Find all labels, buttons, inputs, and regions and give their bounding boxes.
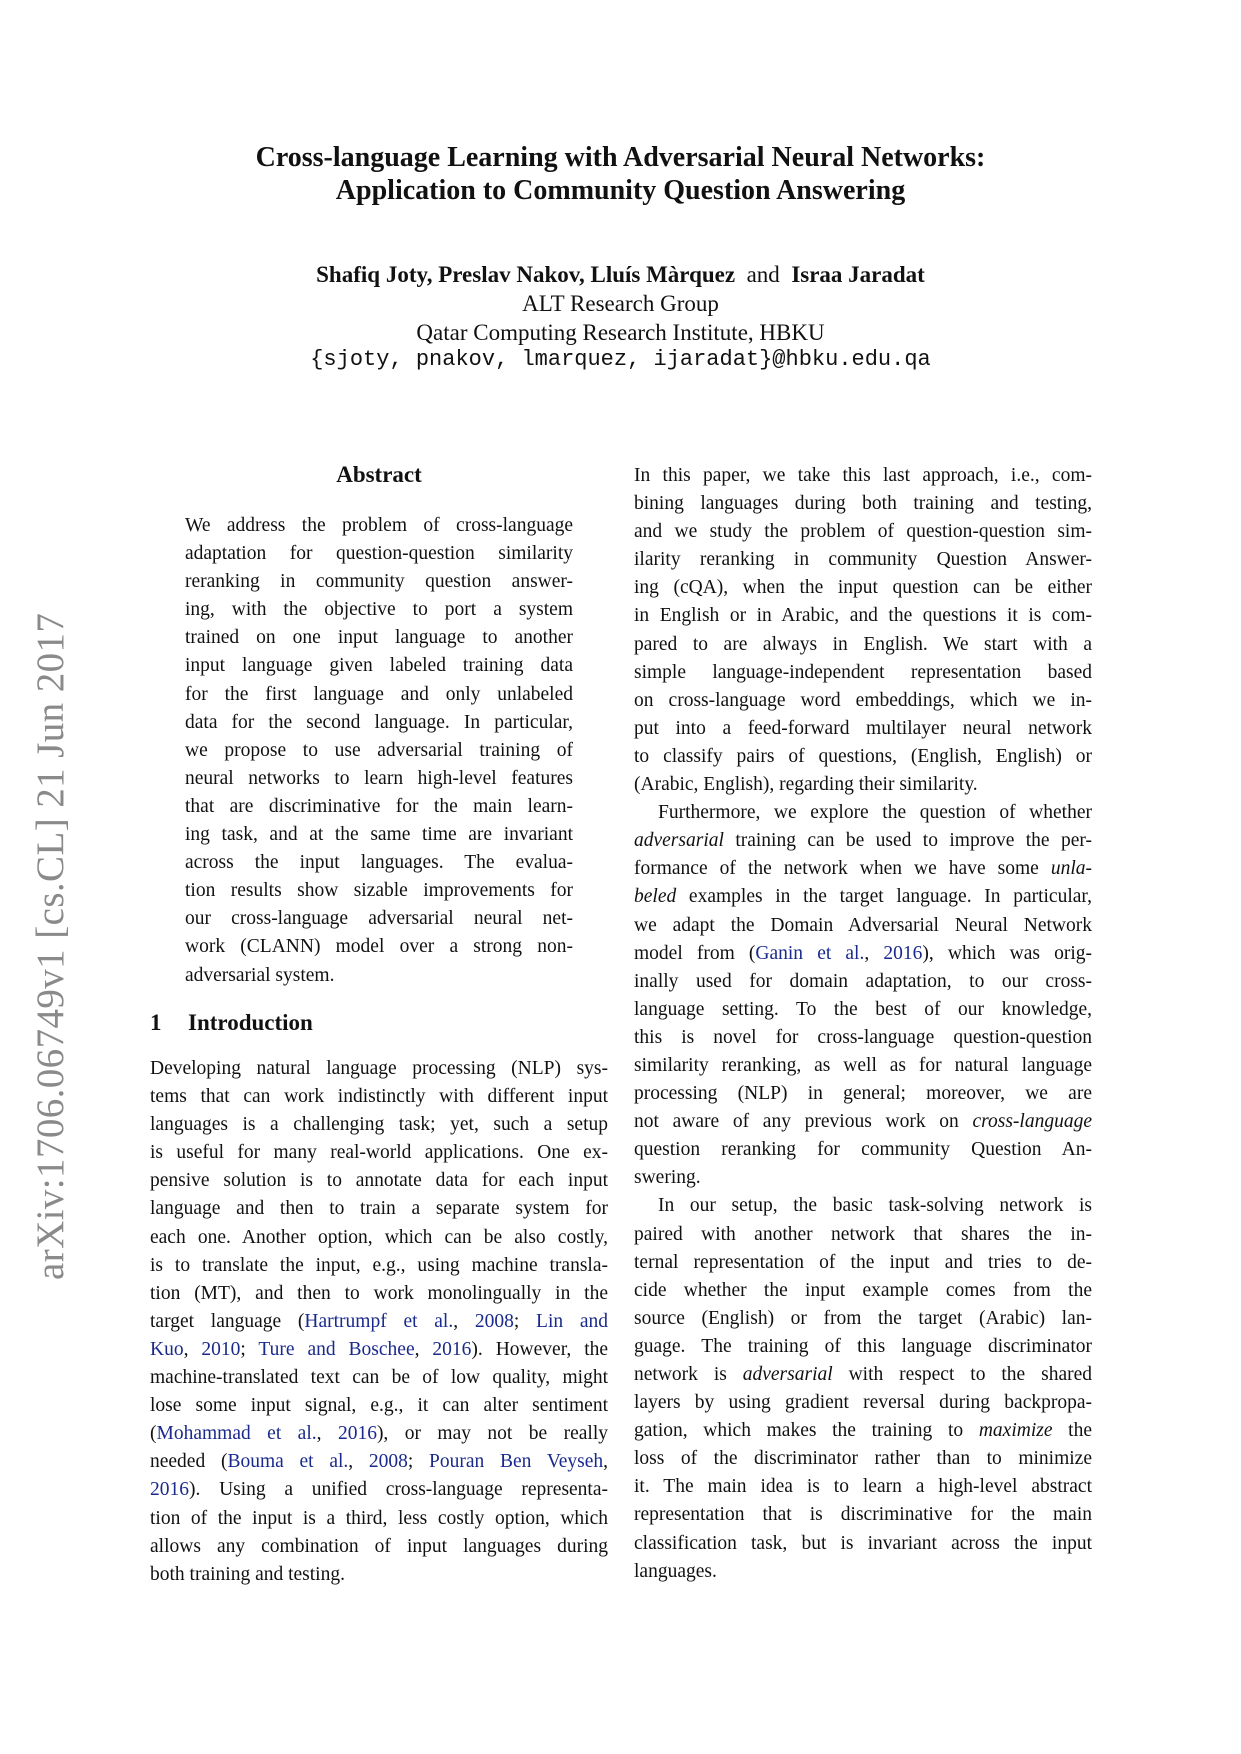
text-span: network is (634, 1364, 743, 1385)
text-line (634, 1361, 1092, 1389)
text-line (634, 855, 1092, 883)
text-line: paired with another network that shares the in- (634, 1223, 1092, 1245)
author-emails: {sjoty, pnakov, lmarquez, ijaradat}@hbku.edu.qa (310, 347, 931, 372)
text-span: ( (150, 1423, 157, 1445)
text-line (150, 1476, 608, 1504)
text-line: guage. The training of this language discriminator (634, 1335, 1092, 1357)
abstract-line: neural networks to learn high-level features (185, 767, 573, 789)
right-column (634, 462, 1092, 1586)
author-group: ALT Research Group (522, 291, 719, 316)
emphasis: cross-language (972, 1111, 1092, 1133)
text-line: ing (cQA), when the input question can be either (634, 577, 1092, 599)
abstract-line: across the input languages. The evalua- (185, 852, 573, 874)
abstract-body (185, 512, 573, 990)
text-line: is useful for many real-world applications. One ex- (150, 1142, 608, 1164)
section-heading-introduction (150, 1010, 313, 1036)
text-span: , (453, 1310, 475, 1332)
citation-link[interactable]: 2010 (201, 1338, 241, 1360)
text-span: ), or may not be really (376, 1423, 608, 1445)
text-span: target language ( (150, 1310, 305, 1332)
text-line (150, 1308, 608, 1336)
citation-link[interactable]: 2016 (337, 1423, 377, 1445)
text-span: ). Using a unified cross-language representa- (189, 1479, 608, 1501)
text-line: (Arabic, English), regarding their similarity. (634, 774, 978, 796)
citation-link[interactable]: Hartrumpf et al. (304, 1310, 454, 1332)
text-line: tion (MT), and then to work monolingually in the (150, 1282, 608, 1304)
text-line: in English or in Arabic, and the questions it is com- (634, 605, 1092, 627)
text-span: gation, which makes the training to (634, 1420, 979, 1442)
text-line: on cross-language word embeddings, which we in- (634, 689, 1092, 711)
text-span: not aware of any previous work on (634, 1111, 973, 1133)
text-line: ternal representation of the input and tries to de- (634, 1251, 1092, 1273)
abstract-heading: Abstract (336, 462, 422, 487)
text-line: put into a feed-forward multilayer neural network (634, 717, 1092, 739)
text-line: processing (NLP) in general; moreover, we are (634, 1083, 1092, 1105)
citation-link[interactable]: 2008 (474, 1310, 514, 1332)
abstract-line: ing task, and at the same time are invariant (185, 824, 573, 846)
citation-link[interactable]: Ture and Boschee (258, 1338, 415, 1360)
text-line: swering. (634, 1167, 701, 1189)
text-span: ; (407, 1451, 430, 1473)
text-line: is to translate the input, e.g., using machine transla- (150, 1254, 608, 1276)
text-line: Developing natural language processing (NLP) sys- (150, 1058, 608, 1079)
text-line: classification task, but is invariant across the input (634, 1532, 1092, 1554)
emphasis: unla- (1050, 858, 1092, 880)
text-line: allows any combination of input languages during (150, 1535, 608, 1557)
author-names-1: Shafiq Joty, Preslav Nakov, Lluís Màrquez (316, 262, 736, 287)
text-line: layers by using gradient reversal during backpropa- (634, 1392, 1092, 1414)
text-span: ). However, the (471, 1338, 609, 1360)
text-line: it. The main idea is to learn a high-level abstract (634, 1476, 1092, 1498)
text-span: , (348, 1451, 369, 1473)
text-line: both training and testing. (150, 1563, 345, 1585)
intro-paragraph (150, 1055, 608, 1589)
citation-link[interactable]: Ganin et al. (755, 942, 865, 964)
text-line: In our setup, the basic task-solving network is (658, 1195, 1092, 1217)
abstract-line: our cross-language adversarial neural net- (185, 908, 573, 930)
citation-link[interactable]: Mohammad et al. (156, 1423, 317, 1445)
abstract-line: adaptation for question-question similarity (185, 543, 573, 565)
text-span: with respect to the shared (832, 1364, 1093, 1385)
author-block (150, 260, 1091, 347)
abstract-line: work (CLANN) model over a strong non- (185, 936, 573, 958)
citation-link[interactable]: Pouran Ben Veyseh (429, 1451, 604, 1473)
abstract-line: tion results show sizable improvements for (185, 880, 573, 902)
text-line: pensive solution is to annotate data for each input (150, 1170, 608, 1192)
text-line: bining languages during both training and testing, (634, 493, 1092, 515)
citation-link[interactable]: Lin and (536, 1310, 609, 1332)
text-span: ; (513, 1310, 537, 1332)
title-line-1: Cross-language Learning with Adversarial Neural Networks: (255, 142, 986, 173)
text-span: , (414, 1338, 433, 1360)
text-line: ilarity reranking in community Question Answer- (634, 549, 1092, 571)
text-span: examples in the target language. In particular, (676, 886, 1092, 908)
title-line-2: Application to Community Question Answering (335, 175, 906, 206)
text-line: simple language-independent representation based (634, 661, 1092, 683)
text-line (150, 1420, 608, 1448)
arxiv-stamp: arXiv:1706.06749v1 [cs.CL] 21 Jun 2017 (29, 612, 72, 1280)
text-line: tems that can work indistinctly with different input (150, 1086, 608, 1108)
text-line (634, 940, 1092, 968)
abstract-line: data for the second language. In particular, (185, 711, 573, 733)
text-line: languages is a challenging task; yet, such a setup (150, 1114, 608, 1136)
text-line: each one. Another option, which can be also costly, (150, 1226, 608, 1248)
paper-title (150, 141, 1091, 207)
text-line: representation that is discriminative for the main (634, 1504, 1092, 1526)
text-line: pared to are always in English. We start with a (634, 633, 1092, 655)
abstract-line: for the first language and only unlabeled (185, 683, 573, 705)
abstract-line: that are discriminative for the main learn- (185, 795, 573, 817)
text-line: lose some input signal, e.g., it can alter sentiment (150, 1395, 608, 1417)
text-line: question reranking for community Question An- (634, 1139, 1092, 1161)
abstract-line: reranking in community question answer- (185, 571, 573, 593)
section-title: Introduction (188, 1010, 313, 1035)
author-conjunction: and (746, 262, 780, 287)
emphasis: beled (634, 886, 677, 908)
text-span: formance of the network when we have some (634, 858, 1051, 880)
text-line: tion of the input is a third, less costly option, which (150, 1507, 608, 1529)
text-line: machine-translated text can be of low quality, might (150, 1367, 608, 1389)
citation-link[interactable]: Bouma et al. (227, 1451, 349, 1473)
author-names-2: Israa Jaradat (791, 262, 925, 287)
text-span: , (603, 1451, 609, 1473)
emphasis: adversarial (634, 830, 724, 852)
author-names (150, 260, 1091, 289)
abstract-line: input language given labeled training data (185, 655, 573, 677)
text-line (634, 1417, 1092, 1445)
text-line: language setting. To the best of our knowledge, (634, 998, 1092, 1020)
section-number: 1 (150, 1010, 162, 1035)
text-line: languages. (634, 1560, 717, 1582)
abstract-line: trained on one input language to another (185, 627, 573, 649)
text-line: source (English) or from the target (Arabic) lan- (634, 1307, 1092, 1329)
author-institute: Qatar Computing Research Institute, HBKU (416, 320, 825, 345)
text-line: Furthermore, we explore the question of whether (658, 802, 1092, 824)
citation-link[interactable]: Kuo (150, 1338, 184, 1360)
citation-link[interactable]: 2016 (432, 1338, 472, 1360)
text-line (634, 883, 1092, 911)
citation-link[interactable]: 2016 (150, 1479, 189, 1501)
text-line: to classify pairs of questions, (English, English) or (634, 745, 1092, 767)
text-span: the (1052, 1420, 1092, 1442)
text-line (150, 1448, 608, 1476)
text-span: needed ( (150, 1451, 228, 1473)
text-span: ), which was orig- (922, 942, 1093, 964)
text-line: similarity reranking, as well as for natural language (634, 1054, 1092, 1076)
abstract-line: We address the problem of cross-language (185, 515, 573, 536)
text-span: , (864, 942, 884, 964)
text-line: cide whether the input example comes from the (634, 1279, 1092, 1301)
emphasis: maximize (978, 1420, 1053, 1442)
emphasis: adversarial (742, 1364, 833, 1385)
text-span: ; (240, 1338, 259, 1360)
abstract-line: adversarial system. (185, 964, 335, 986)
text-line: loss of the discriminator rather than to minimize (634, 1448, 1092, 1470)
text-line: and we study the problem of question-question sim- (634, 521, 1092, 543)
citation-link[interactable]: 2016 (883, 942, 923, 964)
text-line: this is novel for cross-language question-question (634, 1026, 1092, 1048)
text-line: inally used for domain adaptation, to our cross- (634, 970, 1092, 992)
text-line (634, 827, 1092, 855)
text-span: training can be used to improve the per- (723, 830, 1092, 852)
text-line: we adapt the Domain Adversarial Neural Network (634, 914, 1092, 936)
text-line (150, 1336, 608, 1364)
citation-link[interactable]: 2008 (368, 1451, 408, 1473)
text-span: , (316, 1423, 338, 1445)
text-span: , (183, 1338, 202, 1360)
abstract-line: we propose to use adversarial training of (185, 739, 573, 761)
text-line (634, 1108, 1092, 1136)
text-line: In this paper, we take this last approach, i.e., com- (634, 465, 1092, 486)
text-line: language and then to train a separate system for (150, 1198, 608, 1220)
text-span: model from ( (634, 942, 756, 964)
abstract-line: ing, with the objective to port a system (185, 599, 573, 621)
